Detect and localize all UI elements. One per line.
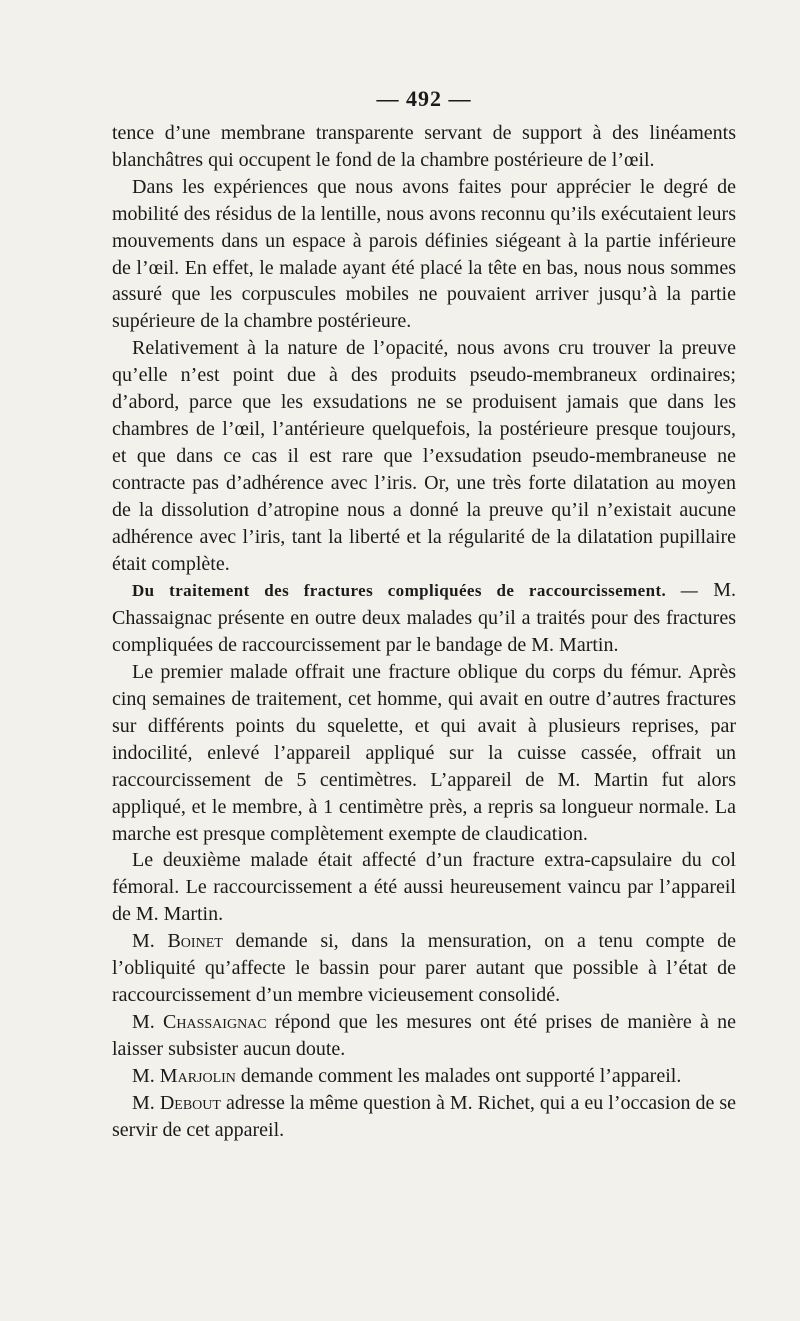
paragraph-4-text: M. Chassaignac présente en outre deux malades qu’il a traités pour des fractures compliquées de raccourcissement par le bandage de M. Martin. xyxy=(112,579,737,657)
paragraph-8-text: répond que les mesures ont été prises de manière à ne laisser subsister aucun doute. xyxy=(112,1010,737,1060)
speaker-name: Marjolin xyxy=(159,1064,236,1087)
paragraph-5: Le premier malade offrait une fracture oblique du corps du fémur. Après cinq semaines de traitement, cet homme, qui avait en outre d’autres fractures sur différents points du squelette, et qui avait à plusieurs reprises, par indocilité, enlevé l’appareil appliqué sur la cuisse cassée, offrait un raccourcissement de 5 centimètres. L’appareil de M. Martin fut alors appliqué, et le membre, à 1 centimètre près, a repris sa longueur normale. La marche est presque complètement exempte de claudication. xyxy=(112,661,736,845)
section-heading: Du traitement des fractures compliquées de raccourcissement. — xyxy=(132,581,699,601)
speaker-prefix: M. xyxy=(132,1091,155,1114)
speaker-prefix: M. xyxy=(132,1064,155,1087)
paragraph-9 xyxy=(112,1063,736,1090)
paragraph-9-text: demande comment les malades ont supporté l’appareil. xyxy=(240,1064,682,1087)
body-text xyxy=(112,120,736,1143)
paragraph-6: Le deuxième malade était affecté d’un fracture extra-capsulaire du col fémoral. Le raccourcissement a été aussi heureusement vaincu par l’appareil de M. Martin. xyxy=(112,849,736,926)
paragraph-3: Relativement à la nature de l’opacité, nous avons cru trouver la preuve qu’elle n’est point due à des produits pseudo-membraneux ordinaires; d’abord, parce que les exsudations ne se produisent jamais que dans les chambres de l’œil, l’antérieure quelquefois, la postérieure presque toujours, et que dans ce cas il est rare que l’exsudation pseudo-membraneuse ne contracte pas d’adhérence avec l’iris. Or, une très forte dilatation au moyen de la dissolution d’atropine nous a donné la preuve qu’il n’existait aucune adhérence avec l’iris, tant la liberté et la régularité de la dilatation pupillaire était complète. xyxy=(112,337,736,575)
paragraph-8 xyxy=(112,1009,736,1063)
paragraph-2: Dans les expériences que nous avons faites pour apprécier le degré de mobilité des résidus de la lentille, nous avons reconnu qu’ils exécutaient leurs mouvements dans un espace à parois définies siégeant à la partie inférieure de l’œil. En effet, le malade ayant été placé la tête en bas, nous nous sommes assuré que les corpuscules mobiles ne pouvaient arriver jusqu’à la partie supérieure de la chambre postérieure. xyxy=(112,175,736,333)
paragraph-10-text: adresse la même question à M. Richet, qui a eu l’occasion de se servir de cet appareil. xyxy=(112,1091,737,1141)
speaker-name: Boinet xyxy=(167,930,223,953)
paragraph-10 xyxy=(112,1090,736,1144)
speaker-prefix: M. xyxy=(132,1010,155,1033)
paragraph-7 xyxy=(112,928,736,1009)
paragraph-1: tence d’une membrane transparente servant de support à des linéaments blanchâtres qui occupent le fond de la chambre postérieure de l’œil. xyxy=(112,122,736,171)
speaker-prefix: M. xyxy=(132,930,155,953)
speaker-name: Chassaignac xyxy=(163,1010,267,1033)
speaker-name: Debout xyxy=(159,1091,221,1114)
page-number: — 492 — xyxy=(376,86,472,111)
paragraph-4 xyxy=(112,577,736,659)
paragraph-7-text: demande si, dans la mensuration, on a tenu compte de l’obliquité qu’affecte le bassin pour parer autant que possible à l’état de raccourcissement d’un membre vicieusement consolidé. xyxy=(112,930,737,1006)
